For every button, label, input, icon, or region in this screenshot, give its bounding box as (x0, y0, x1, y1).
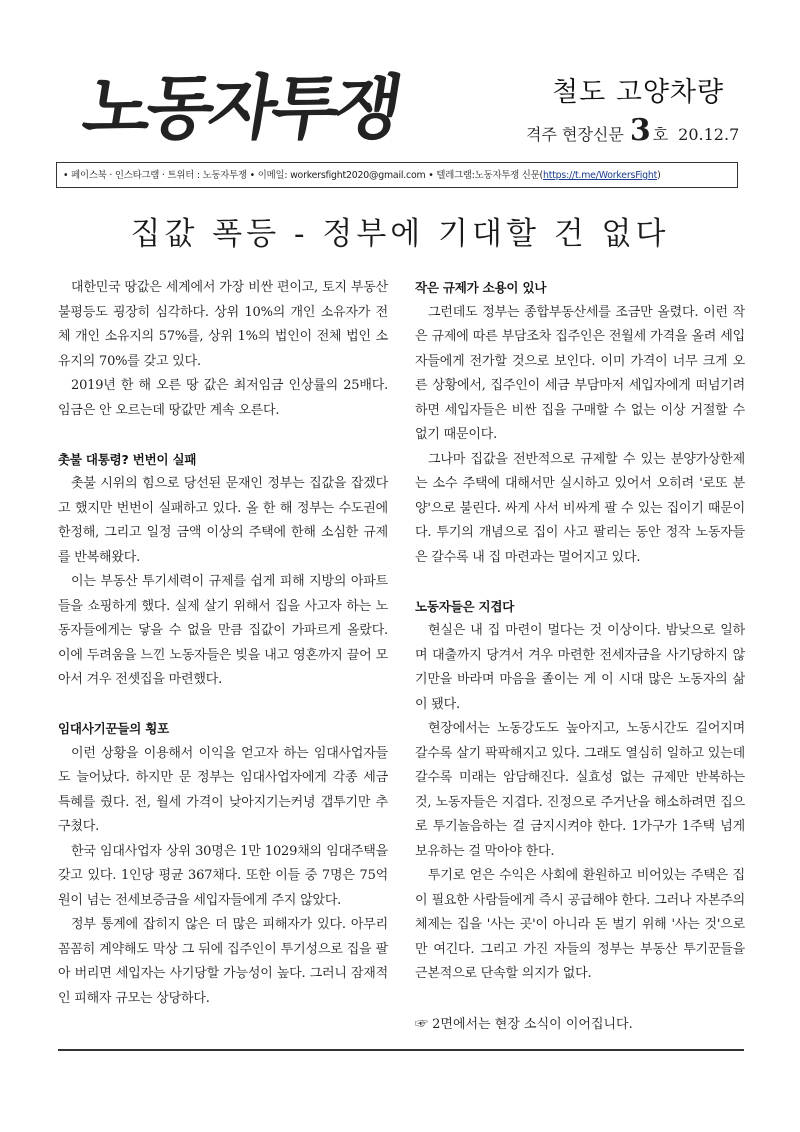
body-paragraph: 이런 상황을 이용해서 이익을 얻고자 하는 임대사업자들도 늘어났다. 하지만 문 정부는 임대사업자에게 각종 세금 특혜를 줬다. 전, 월세 가격이 낮아지기는커녕 갭투기만 추구쳤다. (58, 745, 388, 834)
body-paragraph: 촛불 시위의 힘으로 당선된 문재인 정부는 집값을 잡겠다고 했지만 번번이 실패하고 있다. 올 한 해 정부는 수도권에 한정해, 그리고 일정 금액 이상의 주택에 한해 소심한 규제를 반복해왔다. (58, 476, 388, 565)
body-paragraph: 이는 부동산 투기세력이 규제를 쉽게 피해 지방의 아파트들을 쇼핑하게 했다. 실제 살기 위해서 집을 사고자 하는 노동자들에게는 닿을 수 없을 만큼 집값이 가파르게 올랐다. 이에 두려움을 느낀 노동자들은 빚을 내고 영혼까지 끌어 모아서 겨우 전셋집을 마련했다. (58, 574, 388, 687)
contact-close: ) (657, 170, 661, 181)
section-heading: 임대사기꾼들의 횡포 (58, 721, 170, 736)
frequency-label: 격주 현장신문 (526, 125, 624, 144)
body-paragraph: 투기로 얻은 수익은 사회에 환원하고 비어있는 주택은 집이 필요한 사람들에게 즉시 공급해야 한다. 그러나 자본주의 체제는 집을 '사는 곳'이 아니라 돈 벌기 위해 '사는 것'으로만 여긴다. 그리고 가진 자들의 정부는 부동산 투기꾼들을 근본적으로 단속할 의지가 없다. (415, 868, 745, 981)
bottom-divider (58, 1049, 744, 1051)
contact-bar (56, 162, 738, 188)
intro-paragraph: 대한민국 땅값은 세계에서 가장 비싼 편이고, 토지 부동산 불평등도 굉장히 심각하다. 상위 10%의 개인 소유자가 전체 개인 소유지의 57%를, 상위 1%의 법인이 전체 법인 소유지의 70%를 갖고 있다. (58, 280, 388, 369)
page-headline: 집값 폭등 - 정부에 기대할 건 없다 (130, 216, 670, 252)
telegram-link[interactable]: https://t.me/WorkersFight (542, 170, 658, 181)
issue-date: 20.12.7 (678, 125, 740, 144)
right-column (415, 276, 745, 987)
body-paragraph: 한국 임대사업자 상위 30명은 1만 1029채의 임대주택을 갖고 있다. 1인당 평균 367채다. 또한 이들 중 7명은 75억 원이 넘는 전세보증금을 세입자들에게 주지 않았다. (58, 843, 388, 908)
section-heading: 노동자들은 지겹다 (415, 598, 515, 614)
issue-number: 3 (629, 113, 651, 148)
masthead-logo: 노동자투쟁 (77, 67, 404, 149)
intro-paragraph: 2019년 한 해 오른 땅 값은 최저임금 인상률의 25배다. 임금은 안 오르는데 땅값만 계속 오른다. (58, 378, 388, 418)
issue-info (526, 113, 740, 148)
section-heading: 작은 규제가 소용이 있나 (415, 280, 547, 295)
body-paragraph: 현실은 내 집 마련이 멀다는 것 이상이다. 밤낮으로 일하며 대출까지 당겨서 겨우 마련한 전세자금을 사기당하지 않기만을 바라며 마음을 졸이는 게 이 시대 많은 노동자의 삶이 됐다. (415, 623, 745, 712)
section-heading: 촛불 대통령? 번번이 실패 (58, 451, 197, 467)
body-paragraph: 그나마 집값을 전반적으로 규제할 수 있는 분양가상한제는 소수 주택에 대해서만 실시하고 있어서 오히려 '로또 분양'으로 불린다. 싸게 사서 비싸게 팔 수 있는 집이기 때문이다. 투기의 개념으로 집이 사고 팔리는 동안 정작 노동자들은 갈수록 내 집 마련과는 멀어지고 있다. (415, 451, 745, 565)
left-column (58, 276, 388, 1011)
issue-suffix: 호 (652, 125, 669, 144)
body-paragraph: 그런데도 정부는 종합부동산세를 조금만 올렸다. 이런 작은 규제에 따른 부담조차 집주인은 전월세 가격을 올려 세입자들에게 전가할 것으로 보인다. 이미 가격이 너무 크게 오른 상황에서, 집주인이 세금 부담마저 세입자에게 떠넘기려 하면 세입자들은 비싼 집을 구매할 수 없는 이상 거절할 수 없기 때문이다. (415, 304, 745, 442)
edition-title: 철도 고양차량 (552, 77, 725, 108)
continue-note: ☞ 2면에서는 현장 소식이 이어집니다. (415, 1017, 633, 1032)
body-paragraph: 정부 통계에 잡히지 않은 더 많은 피해자가 있다. 아무리 꼼꼼히 계약해도 막상 그 뒤에 집주인이 투기성으로 집을 팔아 버리면 세입자는 사기당할 가능성이 높다. 그러니 잠재적인 피해자 규모는 상당하다. (58, 917, 388, 1006)
contact-text: • 페이스북 · 인스타그램 · 트위터 : 노동자투쟁 • 이메일: workersfight2020@gmail.com • 텔레그램:노동자투쟁 신문( (63, 170, 543, 181)
body-paragraph: 현장에서는 노동강도도 높아지고, 노동시간도 길어지며 갈수록 살기 팍팍해지고 있다. 그래도 열심히 일하고 있는데 갈수록 미래는 암담해진다. 실효성 없는 규제만 반복하는 것, 노동자들은 지겹다. 진정으로 주거난을 해소하려면 집으로 투기놀음하는 걸 금지시켜야 한다. 1가구가 1주택 넘게 보유하는 걸 막아야 한다. (415, 721, 745, 859)
